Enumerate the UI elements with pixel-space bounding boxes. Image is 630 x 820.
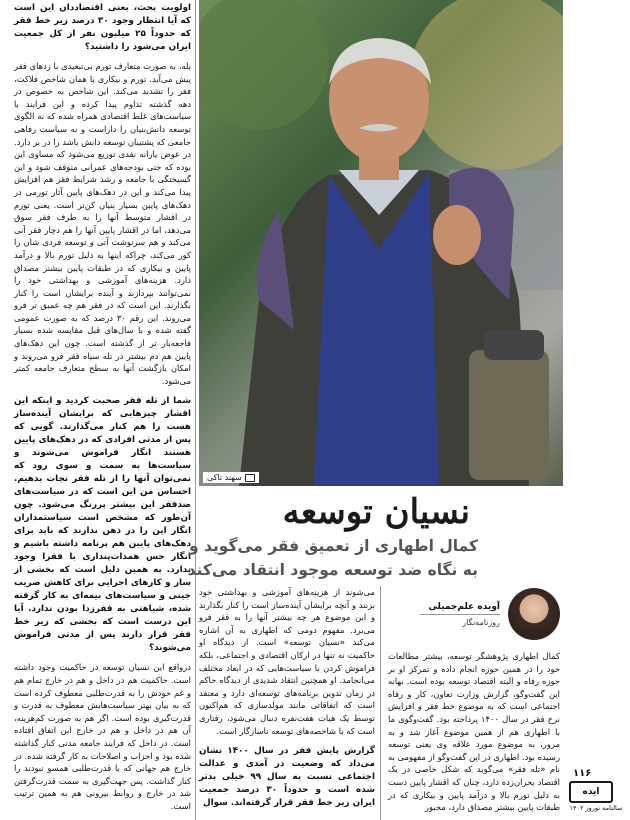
column-divider-left — [195, 0, 196, 820]
answer-1: بله، به صورت متعارف تورم بی‌تبعیدی با زدهای فقر پیش می‌آید. تورم و بیکاری یا همان شاخص فلاکت، فقر را تشدید می‌کند. این شاخص به خصوص در دهه گذشته تداوم پیدا کرده و این فرایند با سیاست‌های غلط اقتصادی همراه شده که نه الگوی توسعه دانش‌بنیان را داراست و نه سیاست رفاهی جامعی که پشتیبان توسعه دانش باشد را در بر دارد. در عوض یارانه نقدی توزیع می‌شود که مساوی این بوده که حتی بودجه‌های عمرانی متوقف شود و این گسیختگی با جامعه و رشد شرایط فقر هم افزایش پیدا می‌کند و این در دهک‌های پایین آثار تورمی در دهک‌های پایین بسیار بنیان کن‌تر است. یعنی تورم در اقشار متوسط آنها را به طرف فقر سوق می‌دهد، اما در اقشار پایین آنها را هم دچار فقر آنی می‌کند و هم سرنوشت آتی و توسعه فردی شان را کور می‌کند، چراکه اینها به دلیل تورم بالا و درآمد پایین و بیکاری که در طبقات پایین بیشتر مصداق دارد. هزینه‌های آموزشی و بهداشتی خود را نمی‌توانند بپردازند و آینده برایشان است را کنار بگذارند. این است که در فقر هم چه عمیق تر فرو می‌روند. این رقم ۳۰ درصد که به صورت عمومی گفته شده و با سال‌های قبل مقایسه شده بسیار فاجعه‌بار تر از گذشته است. چون این دهک‌های پایین هم دم بیشتر در تله سیاه فقر فرو می‌روند و امکان بازگشت آنها به سطح متعارف جامعه کمتر می‌شود. — [14, 61, 191, 386]
photo-credit: سهند تاکی — [203, 472, 259, 483]
center-text: می‌شوند از هزینه‌های آموزشی و بهداشتی خود بزنند و آنچه برایشان آینده‌ساز است را کنار بگذارند و این موضوع هر چه بیشتر آنها را به فقر فرو می‌برد. مفهوم دومی که اطهاری به آن اشاره می‌کند «نسیان توسعه» است. از دیدگاه او حاکمیت نه تنها در ارکان اقتصادی و اجتماعی، بلکه فراموش کردن با سیاست‌هایی که در ابعاد مختلف می‌انجامد. او همچنین انتقاد شدیدی از دیدگاه حاکم در زمان تدوین برنامه‌های توسعه‌ای دارد و معتقد است که اتفاقاتی مانند مولدسازی که هم‌اکنون توسط یک هیات هفت‌نفره دنبال می‌شود، رفتاری است که با شاخصه‌های توسعه ناسازگار است. — [199, 587, 375, 736]
article-headline: نسیان توسعه — [282, 492, 470, 532]
camera-icon — [245, 474, 255, 482]
author-avatar — [508, 588, 560, 640]
column-divider-center — [380, 586, 381, 820]
portrait-photo — [199, 0, 563, 486]
question-2: شما از تله فقر صحبت کردید و اینکه این اقشار چیزهایی که برایشان آینده‌ساز هست را هم کنار می‌گذارند. گویی که پس از مدتی افرادی که در دهک‌های پایین هستند انگار فراموش می‌شوند و سیاست‌ها به سمت و سوی رود که نمی‌توان آنها را از تله فقر نجات بدهیم. احساس من این است که در سیاست‌های ضدفقر این بیشتر پررنگ می‌شود. چون آن‌طور که مشخص است سیاستمداران انگار این را در ذهن ندارند که باید برای دهک‌های پایین هم برنامه داشته باشیم و انگار حس همذات‌پنداری با فقرا وجود ندارد. به همین دلیل است که بخشی از ساز و کارهای اجرایی برای کاهش ضریب جینی و سیاست‌های بیمه‌ای به کار گرفته شده، شیاهتی به فقرزدا بودن ندارد. آیا این درست است که بخشی که زیر خط فقر قرار دارند پس از مدتی فراموش می‌شوند؟ — [14, 396, 191, 654]
issue-label: سالنامه نوروز ۱۴۰۲ — [569, 804, 623, 812]
left-column — [14, 2, 191, 820]
article-subheadline: کمال اطهاری از تعمیق فقر می‌گوید و به نگاه ضد توسعه موجود انتقاد می‌کند — [187, 537, 478, 579]
question-1: اولویت بحث، یعنی اقتصاددان این است که آیا انتظار وجود ۳۰ درصد زیر خط فقر که حدوداً ۲۵ میلیون نفر از کل جمعیت ایران می‌شود را داشتید؟ — [14, 3, 191, 52]
author-box — [388, 588, 560, 644]
question-3: گزارش پایش فقر در سال ۱۴۰۰ نشان می‌داد که وضعیت در آمدی و عدالت اجتماعی نسبت به سال ۹۹ خیلی بدتر شده است و حدوداً ۳۰ درصد جمعیت ایران زیر خط فقر قرار گرفته‌اند. سوال — [199, 746, 375, 809]
portrait-illustration — [199, 0, 563, 486]
page-number: ۱۱۶ — [573, 768, 592, 779]
magazine-logo: ایده — [569, 781, 613, 803]
author-underline — [420, 614, 500, 615]
author-role: روزنامه‌نگار — [462, 618, 500, 627]
right-column — [388, 650, 560, 820]
answer-2: درواقع این نسیان توسعه در حاکمیت وجود داشته است. حاکمیت هم در داخل و هم در خارج تمام هم‌ و غم خودش را به قدرت‌طلبی معطوف کرده است که به بیان بهتر سیاست‌هایش معطوف به قدرت و قدرت‌گیری بوده است. اگر هم به صورت کم‌هزینه، آن هم در داخل و هم در خارج این اتفاق افتاده است. در داخل که فرایند جامعه مدنی کنار گذاشته شده بود و احزاب و اصلاحات به کار گرفته شده. در خارج هم جهانی که با قدرت‌طلبی همسو نبودند را کنار گذاشت. پس جهت‌گیری به سمت قدرت‌گرفتن شد در خارج و روابط بیرونی هم به همین ترتیب است. — [14, 662, 191, 811]
page-sidebar — [563, 0, 630, 820]
center-column — [199, 586, 375, 820]
author-name: آویده علم‌جمیلی — [428, 602, 500, 612]
intro-text: کمال اطهاری پژوهشگر توسعه، بیشتر مطالعات خود را در همین حوزه انجام داده و تمرکز او بر حوزه رفاه و البته اقتصاد توسعه بوده است. بهانه این گفت‌وگو، گزارش وزارت تعاون، کار و رفاه اجتماعی است که به موضوع خط فقر و افزایش نرخ فقر در سال ۱۴۰۰ پرداخته بود. گفت‌وگوی ما با اطهاری هم از همین موضوع آغاز شد و به مرور، به موضوع مورد علاقه وی یعنی توسعه رسیده بود. اطهاری در این گفت‌وگو از مفهومی به نام «تله فقر» می‌گوید که شکل خاصی در یک اقتصاد بحران‌زده دارد، چنان که اقشار پایین دست به دلیل تورم بالا و درآمد پایین و بیکاری که در طبقات پایین بیشتر مصداق دارد، مجبور — [388, 651, 560, 813]
